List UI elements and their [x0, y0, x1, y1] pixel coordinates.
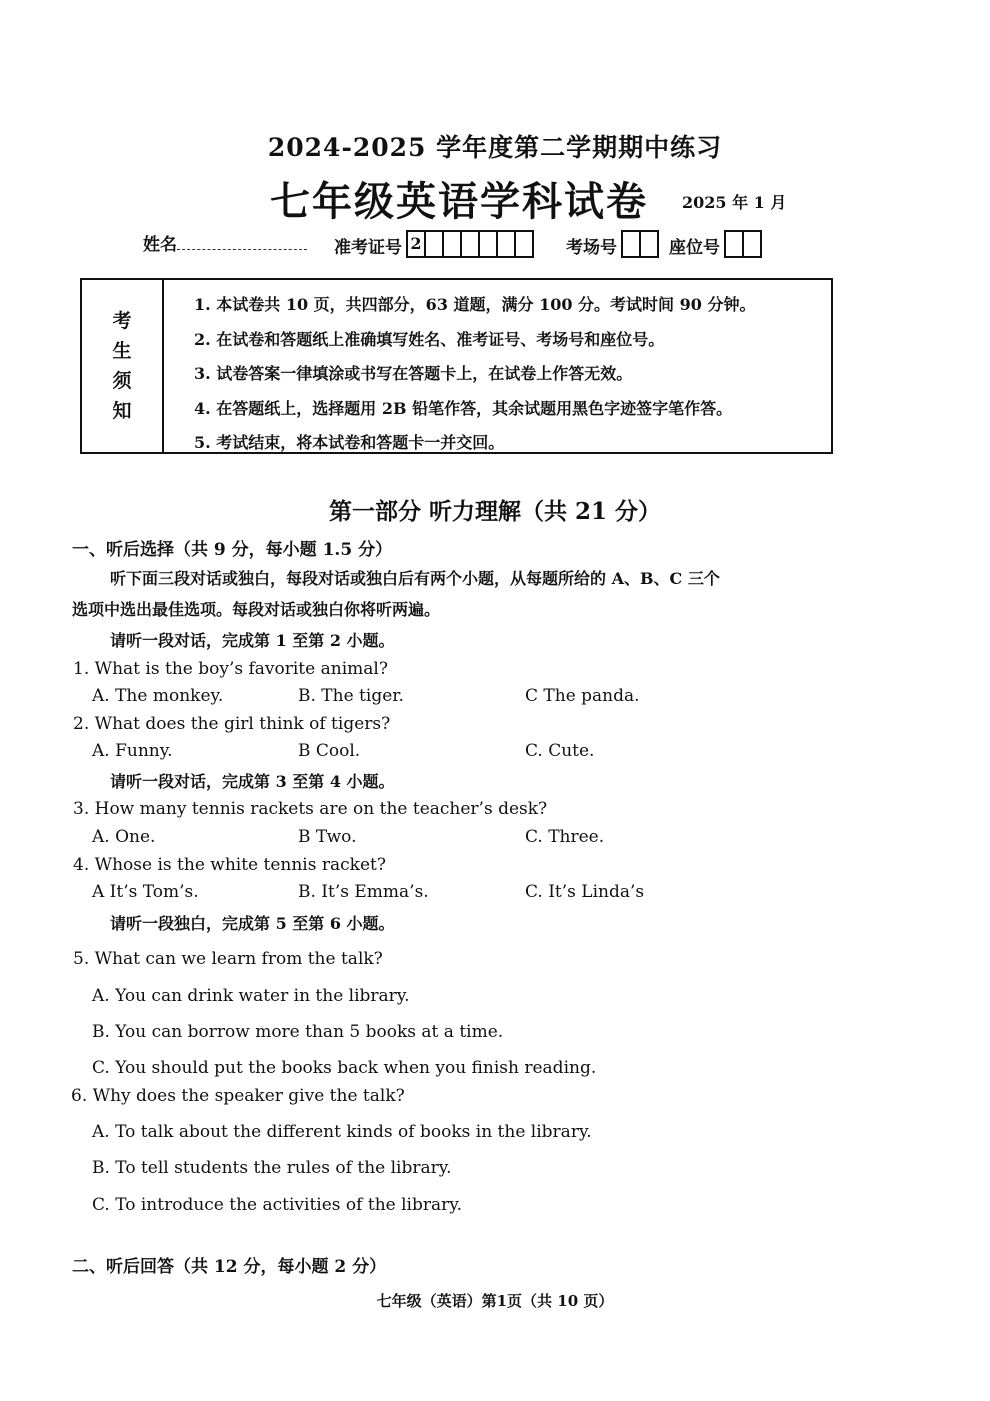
exam-id-box	[496, 230, 516, 258]
question-text: 5. What can we learn from the talk?	[73, 949, 383, 969]
instruction-line1: 听下面三段对话或独白，每段对话或独白后有两个小题，从每题所给的 A、B、C 三个	[110, 569, 720, 588]
exam-id-digit-box: 2	[406, 230, 426, 258]
section2-heading: 二、听后回答（共 12 分，每小题 2 分）	[72, 1257, 387, 1277]
option-c: C The panda.	[525, 686, 640, 706]
option-a: A. The monkey.	[92, 686, 224, 706]
question-text: 1. What is the boy’s favorite animal?	[73, 659, 388, 679]
name-blank	[177, 249, 307, 250]
exam-id-box	[424, 230, 444, 258]
exam-id-box	[514, 230, 534, 258]
option-c: C. Three.	[525, 827, 605, 847]
option-b: B. You can borrow more than 5 books at a time.	[92, 1022, 504, 1042]
room-box	[639, 230, 659, 258]
notice-label-char: 须	[112, 370, 132, 392]
question-text: 2. What does the girl think of tigers?	[73, 714, 391, 734]
exam-notice-box	[80, 278, 833, 454]
question-text: 4. Whose is the white tennis racket?	[73, 855, 386, 875]
seat-boxes	[726, 230, 762, 258]
seat-box	[742, 230, 762, 258]
exam-title-line1: 2024-2025 学年度第二学期期中练习	[267, 133, 723, 162]
option-c: C. You should put the books back when you finish reading.	[92, 1058, 597, 1078]
option-c: C. To introduce the activities of the library.	[92, 1195, 462, 1215]
option-b: B Two.	[298, 827, 357, 847]
notice-item: 2. 在试卷和答题纸上准确填写姓名、准考证号、考场号和座位号。	[194, 329, 665, 349]
option-b: B. To tell students the rules of the library.	[92, 1158, 452, 1178]
option-b: B. It’s Emma’s.	[298, 882, 429, 902]
listening-prompt: 请听一段对话，完成第 1 至第 2 小题。	[110, 631, 395, 650]
name-field	[143, 230, 307, 255]
exam-id-label: 准考证号	[334, 238, 402, 258]
exam-id-field	[334, 230, 534, 258]
exam-date: 2025 年 1 月	[682, 193, 787, 212]
notice-label	[82, 280, 164, 452]
part1-title: 第一部分 听力理解（共 21 分）	[328, 498, 662, 525]
question-text: 6. Why does the speaker give the talk?	[71, 1086, 405, 1106]
option-a: A. To talk about the different kinds of books in the library.	[92, 1122, 592, 1142]
option-c: C. It’s Linda’s	[525, 882, 645, 902]
room-box	[621, 230, 641, 258]
exam-title-line2: 七年级英语学科试卷	[270, 178, 648, 225]
option-c: C. Cute.	[525, 741, 595, 761]
listening-prompt: 请听一段独白，完成第 5 至第 6 小题。	[110, 914, 395, 933]
notice-item: 4. 在答题纸上，选择题用 2B 铅笔作答，其余试题用黑色字迹签字笔作答。	[194, 398, 733, 418]
exam-id-boxes	[408, 230, 534, 258]
exam-id-box	[460, 230, 480, 258]
section1-heading: 一、听后选择（共 9 分，每小题 1.5 分）	[72, 540, 393, 560]
notice-item: 5. 考试结束，将本试卷和答题卡一并交回。	[194, 433, 505, 452]
room-field	[566, 230, 659, 258]
exam-id-box	[442, 230, 462, 258]
notice-item: 1. 本试卷共 10 页，共四部分，63 道题，满分 100 分。考试时间 90 分钟。	[194, 295, 756, 314]
name-label: 姓名	[143, 235, 177, 255]
page-footer: 七年级（英语）第1页（共 10 页）	[376, 1292, 614, 1310]
question-text: 3. How many tennis rackets are on the teacher’s desk?	[73, 799, 548, 819]
notice-label-char: 考	[112, 310, 132, 332]
room-label: 考场号	[566, 238, 617, 258]
option-a: A. One.	[92, 827, 156, 847]
instruction-line2: 选项中选出最佳选项。每段对话或独白你将听两遍。	[72, 600, 441, 619]
option-a: A. You can drink water in the library.	[92, 986, 410, 1006]
listening-prompt: 请听一段对话，完成第 3 至第 4 小题。	[110, 772, 395, 791]
seat-field	[669, 230, 762, 258]
seat-label: 座位号	[669, 238, 720, 258]
option-b: B. The tiger.	[298, 686, 404, 706]
option-a: A It’s Tom’s.	[92, 882, 199, 902]
option-a: A. Funny.	[92, 741, 173, 761]
notice-label-char: 生	[112, 340, 132, 362]
exam-id-box	[478, 230, 498, 258]
seat-box	[724, 230, 744, 258]
notice-item: 3. 试卷答案一律填涂或书写在答题卡上，在试卷上作答无效。	[194, 364, 633, 383]
notice-label-char: 知	[112, 400, 132, 422]
option-b: B Cool.	[298, 741, 361, 761]
room-boxes	[623, 230, 659, 258]
notice-list	[194, 288, 755, 461]
